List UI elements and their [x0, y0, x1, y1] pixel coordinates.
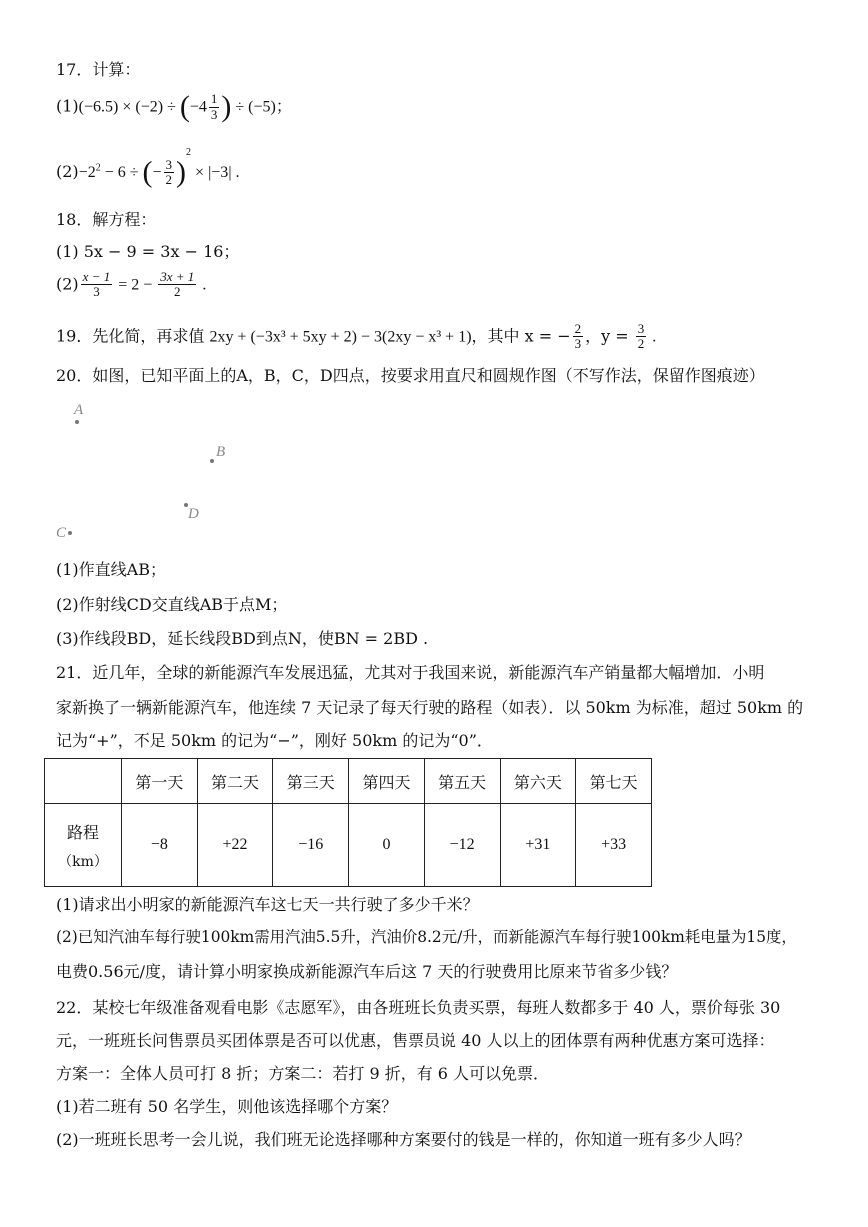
q20-title: 20．如图，已知平面上的A，B，C，D四点，按要求用直尺和圆规作图（不写作法，保留作图痕迹）: [56, 366, 765, 385]
header-day-1: 第一天: [122, 759, 198, 804]
q21-line2: 家新换了一辆新能源汽车，他连续 7 天记录了每天行驶的路程（如表）．以 50km 为标准，超过 50km 的: [56, 698, 804, 717]
row-label-cell: 路程 （km）: [45, 804, 122, 887]
q21-part2-line1: (2)已知汽油车每行驶100km需用汽油5.5升，汽油价8.2元/升，而新能源汽车每行驶100km耗电量为15度，: [56, 928, 797, 946]
q17-part2: $(2)-2^2 - 6$ ÷ (− $\frac{3}{2}$ )$^2$ × |−3| .: [56, 147, 240, 189]
point-label-c: C: [56, 525, 67, 541]
table-header-row: [45, 759, 652, 804]
point-b: [210, 459, 214, 463]
value-day-1: −8: [122, 804, 198, 887]
q18-title: 18．解方程：: [56, 210, 157, 229]
q18-part1: (1) 5x − 9 = 3x − 16；: [56, 242, 240, 261]
header-day-6: 第六天: [500, 759, 576, 804]
point-label-b: B: [216, 444, 226, 460]
q21-part1: (1)请求出小明家的新能源汽车这七天一共行驶了多少千米？: [56, 895, 479, 914]
q22-line3: 方案一：全体人员可打 8 折；方案二：若打 9 折，有 6 人可以免票．: [56, 1064, 550, 1083]
q22-part2: (2)一班班长思考一会儿说，我们班无论选择哪种方案要付的钱是一样的，你知道一班有多少人吗？: [56, 1130, 751, 1149]
table-row: [45, 804, 652, 887]
q20-part3: (3)作线段BD，延长线段BD到点N，使BN = 2BD .: [56, 629, 429, 648]
point-a: [75, 420, 79, 424]
q17-p1-label: (1): [56, 96, 79, 116]
q21-line3: 记为“+”，不足 50km 的记为“−”，刚好 50km 的记为“0”．: [56, 731, 493, 750]
q17-p2-fraction: $\frac{3}{2}$: [165, 156, 173, 187]
point-c: [68, 531, 72, 535]
point-label-d: D: [188, 506, 199, 522]
q18-part2: (2) $\frac{x - 1}{3}$ = 2 − $\frac{3x + 1}{2}$ .: [56, 269, 207, 300]
value-day-7: +33: [576, 804, 652, 887]
value-day-3: −16: [273, 804, 349, 887]
q22-part1: (1)若二班有 50 名学生，则他该选择哪个方案？: [56, 1097, 398, 1116]
q20-part2: (2)作射线CD交直线AB于点M；: [56, 595, 288, 614]
header-day-2: 第二天: [197, 759, 273, 804]
q22-line2: 元，一班班长问售票员买团体票是否可以优惠，售票员说 40 人以上的团体票有两种优惠方案可选择：: [56, 1031, 775, 1050]
value-day-5: −12: [424, 804, 500, 887]
q17-p1-fraction: $\frac{1}{3}$: [210, 91, 218, 122]
q17-part1: (1)(−6.5) × (−2) ÷ (−4 $\frac{1}{3}$ ) ÷ (−5)；: [56, 90, 292, 123]
q19-line: 19．先化简，再求值 2xy + (−3x³ + 5xy + 2) − 3(2xy − x³ + 1)，其中 x = − $\frac{2}{3}$ ，y = $\frac{3}{2}$ .: [56, 321, 657, 352]
q20-figure: [56, 396, 276, 546]
value-day-4: 0: [349, 804, 425, 887]
q22-line1: 22．某校七年级准备观看电影《志愿军》，由各班班长负责买票，每班人数都多于 40 人，票价每张 30: [56, 998, 781, 1017]
header-day-4: 第四天: [349, 759, 425, 804]
q21-part2-line2: 电费0.56元/度，请计算小明家换成新能源汽车后这 7 天的行驶费用比原来节省多少钱？: [56, 962, 678, 981]
point-label-a: A: [74, 402, 84, 418]
value-day-6: +31: [500, 804, 576, 887]
value-day-2: +22: [197, 804, 273, 887]
table-corner-cell: [45, 759, 122, 804]
header-day-7: 第七天: [576, 759, 652, 804]
mileage-table: [44, 758, 652, 887]
header-day-3: 第三天: [273, 759, 349, 804]
q21-line1: 21．近几年，全球的新能源汽车发展迅猛，尤其对于我国来说，新能源汽车产销量都大幅增加．小明: [56, 663, 765, 682]
q20-part1: (1)作直线AB；: [56, 560, 166, 579]
header-day-5: 第五天: [424, 759, 500, 804]
q17-title: 17．计算：: [56, 60, 141, 79]
